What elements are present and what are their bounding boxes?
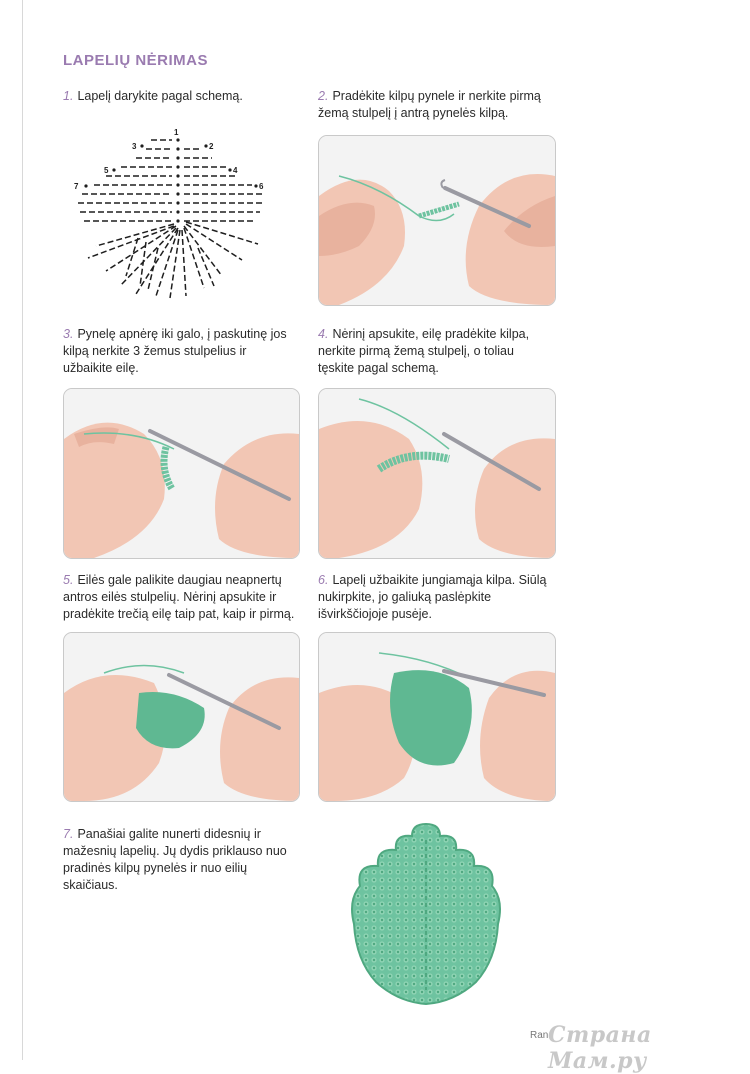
page-footer: Ran [530, 1030, 549, 1041]
step-7 [63, 826, 288, 894]
step-3 [63, 326, 298, 377]
step-1 [63, 88, 293, 105]
step-text: Eilės gale palikite daugiau neapnertų antros eilės stulpelių. Nėrinį apsukite ir pradėkite trečią eilę taip pat, kaip ir pirmą. [63, 573, 295, 621]
step-number: 1. [63, 89, 74, 103]
step-text: Nėrinį apsukite, eilę pradėkite kilpa, nerkite pirmą žemą stulpelį, o toliau tęskite pagal schemą. [318, 327, 530, 375]
step-2 [318, 88, 553, 122]
site-watermark: Страна Мам.ру [548, 1022, 652, 1074]
page-edge-line [22, 0, 23, 1060]
step-2-photo [318, 135, 556, 306]
step-5-photo [63, 632, 300, 802]
crochet-schema-diagram [66, 126, 276, 302]
step-number: 6. [318, 573, 329, 587]
step-5 [63, 572, 298, 623]
step-number: 7. [63, 827, 74, 841]
step-text: Lapelį užbaikite jungiamąja kilpa. Siūlą nukirpkite, jo galiuką paslėpkite išvirkščiojoje pusėje. [318, 573, 547, 621]
step-6-photo [318, 632, 556, 802]
row-label-4: 4 [233, 166, 238, 175]
row-label-7: 7 [74, 182, 79, 191]
step-3-photo [63, 388, 300, 559]
step-number: 5. [63, 573, 74, 587]
page-title: LAPELIŲ NĖRIMAS [63, 52, 209, 69]
row-label-2: 2 [209, 142, 214, 151]
step-text: Pynelę apnėrę iki galo, į paskutinę jos kilpą nerkite 3 žemus stulpelius ir užbaikite eilę. [63, 327, 287, 375]
step-text: Pradėkite kilpų pynele ir nerkite pirmą žemą stulpelį į antrą pynelės kilpą. [318, 89, 541, 120]
step-text: Lapelį darykite pagal schemą. [77, 89, 243, 103]
step-4-photo [318, 388, 556, 559]
finished-leaf-illustration [346, 820, 506, 1005]
step-6 [318, 572, 558, 623]
step-text: Panašiai galite nunerti didesnių ir mažesnių lapelių. Jų dydis priklauso nuo pradinės kilpų pynelės ir nuo eilių skaičiaus. [63, 827, 287, 892]
row-label-6: 6 [259, 182, 264, 191]
step-number: 3. [63, 327, 74, 341]
row-label-1: 1 [174, 128, 179, 137]
row-label-5: 5 [104, 166, 109, 175]
step-number: 4. [318, 327, 329, 341]
row-label-3: 3 [132, 142, 137, 151]
step-number: 2. [318, 89, 329, 103]
step-4 [318, 326, 553, 377]
